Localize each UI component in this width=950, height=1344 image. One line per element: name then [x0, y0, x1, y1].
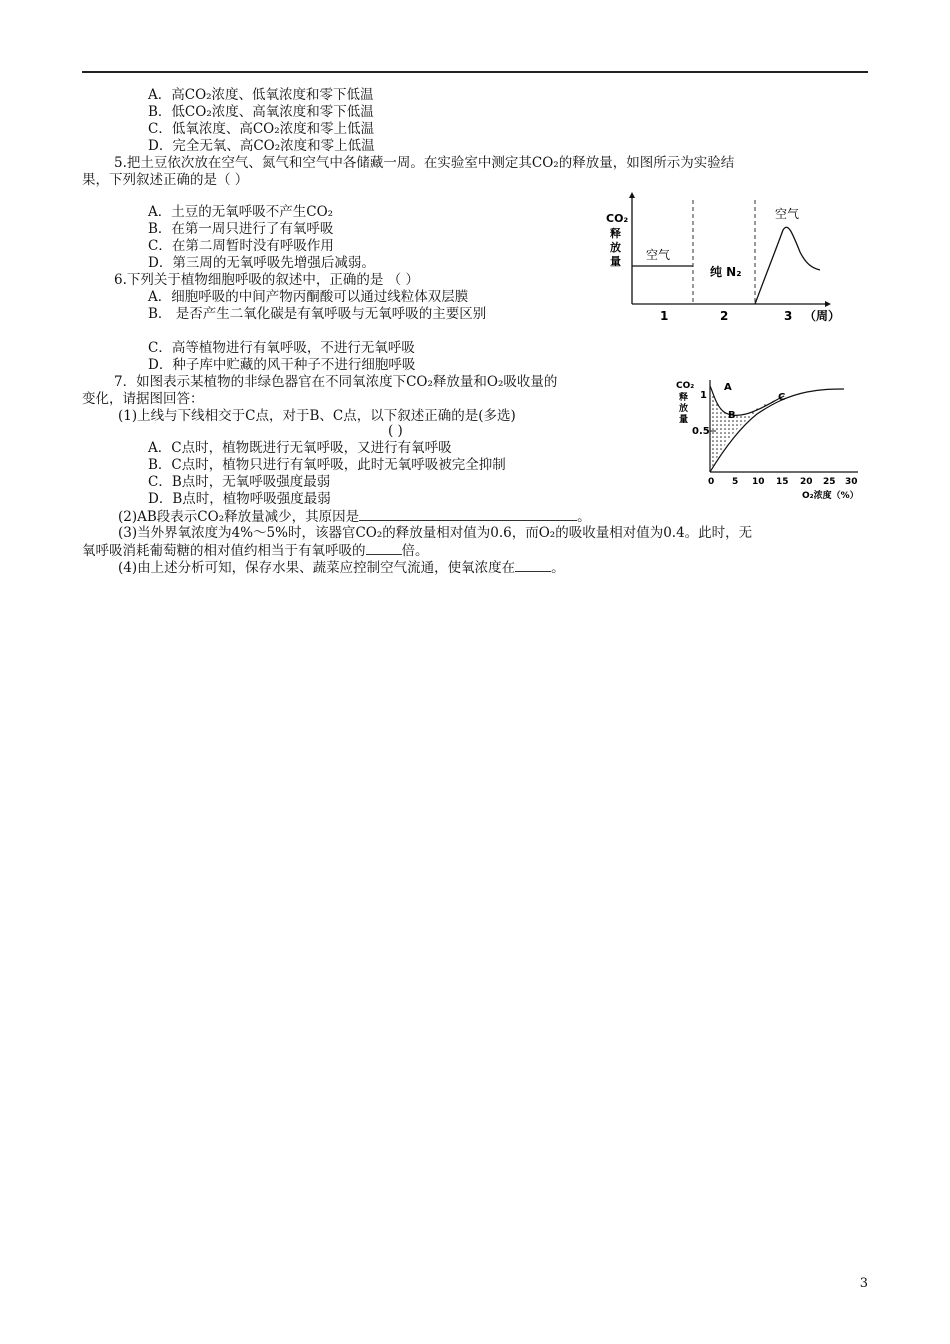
q5-region-label-3: 空气: [775, 207, 800, 221]
q7-stem-line1: 7．如图表示某植物的非绿色器官在不同氧浓度下CO₂释放量和O₂吸收量的: [114, 374, 558, 390]
q5-x-tick-2: 2: [720, 309, 729, 323]
q7-sub3-text: 氧呼吸消耗葡萄糖的相对值约相当于有氧呼吸的: [82, 543, 366, 559]
q7-x-tick-5: 5: [732, 477, 739, 487]
q7-y-tick-1: 1: [700, 390, 707, 401]
q7-stem-line2: 变化，请据图回答：: [82, 391, 204, 407]
q7-option-d: D．B点时，植物呼吸强度最弱: [148, 491, 331, 507]
q5-ylabel-2: 放: [610, 241, 621, 254]
q7-sub2: [118, 508, 591, 526]
q7-shaded-area: [710, 386, 787, 472]
q7-option-b: B．C点时，植物只进行有氧呼吸，此时无氧呼吸被完全抑制: [148, 457, 506, 473]
q7-sub4-blank[interactable]: [515, 559, 551, 572]
prev-option-d: D．完全无氧、高CO₂浓度和零上低温: [148, 138, 375, 154]
q5-week3-curve: [755, 227, 820, 304]
prev-option-a: A．高CO₂浓度、低氧浓度和零下低温: [148, 87, 374, 103]
q7-sub4-end: 。: [551, 560, 565, 576]
q7-x-tick-10: 10: [752, 477, 765, 487]
q6-option-a: A．细胞呼吸的中间产物丙酮酸可以通过线粒体双层膜: [148, 289, 469, 305]
q5-x-arrow: [825, 301, 831, 307]
q5-x-unit: （周）: [804, 309, 841, 323]
page-number: 3: [859, 1276, 868, 1291]
q7-sub3-end: 倍。: [401, 543, 429, 559]
q6-option-c: C．高等植物进行有氧呼吸，不进行无氧呼吸: [148, 340, 415, 356]
q5-option-d: D．第三周的无氧呼吸先增强后减弱。: [148, 255, 375, 271]
q7-ylabel-3: 量: [679, 415, 689, 425]
q7-sub3-line2: [82, 542, 429, 560]
prev-option-b: B．低CO₂浓度、高氧浓度和零下低温: [148, 104, 374, 120]
q6-stem: 6.下列关于植物细胞呼吸的叙述中，正确的是 （ ）: [114, 272, 419, 288]
q7-point-b: B: [728, 410, 736, 421]
q7-sub2-end: 。: [577, 509, 591, 525]
q7-xlabel: O₂浓度（%）: [802, 491, 859, 501]
q5-x-tick-3: 3: [784, 309, 793, 323]
q7-x-tick-15: 15: [776, 477, 789, 487]
q7-x-tick-20: 20: [800, 477, 813, 487]
q7-sub2-text: (2)AB段表示CO₂释放量减少，其原因是: [118, 509, 360, 525]
q5-stem-line1: 5.把土豆依次放在空气、氮气和空气中各储藏一周。在实验室中测定其CO₂的释放量，如图所示为实验结: [114, 155, 735, 171]
q7-option-c: C．B点时，无氧呼吸强度最弱: [148, 474, 331, 490]
q7-figure: [672, 376, 868, 502]
q7-y-tick-05: 0.5: [692, 426, 710, 437]
q5-option-c: C．在第二周暂时没有呼吸作用: [148, 238, 334, 254]
q7-sub2-blank[interactable]: [359, 508, 577, 521]
q5-x-tick-1: 1: [660, 309, 669, 323]
q7-point-c: C: [778, 392, 786, 403]
header-rule: [82, 71, 868, 73]
q5-region-label-2: 纯 N₂: [710, 265, 742, 279]
prev-option-c: C．低氧浓度、高CO₂浓度和零上低温: [148, 121, 375, 137]
q7-ylabel-2: 放: [679, 404, 689, 414]
q7-x-tick-25: 25: [823, 477, 836, 487]
q6-option-d: D．种子库中贮藏的风干种子不进行细胞呼吸: [148, 357, 416, 373]
q5-region-label-1: 空气: [646, 248, 671, 262]
q5-option-a: A．土豆的无氧呼吸不产生CO₂: [148, 204, 334, 220]
q7-sub4: [118, 559, 565, 577]
q7-sub3-line1: (3)当外界氧浓度为4%～5%时，该器官CO₂的释放量相对值为0.6，而O₂的吸收量相对值为0.4。此时，无: [118, 525, 753, 541]
q5-ylabel-1: 释: [610, 227, 621, 240]
q7-sub4-text: (4)由上述分析可知，保存水果、蔬菜应控制空气流通，使氧浓度在: [118, 560, 516, 576]
q5-y-arrow: [629, 192, 635, 198]
q7-sub3-blank[interactable]: [366, 542, 402, 555]
q7-x-tick-30: 30: [845, 477, 858, 487]
q7-ylabel-0: CO₂: [676, 381, 695, 391]
q5-stem-line2: 果，下列叙述正确的是（ ）: [82, 172, 249, 188]
q7-sub1-paren: ( ): [388, 423, 403, 439]
q7-option-a: A．C点时，植物既进行无氧呼吸，又进行有氧呼吸: [148, 440, 452, 456]
q5-ylabel-0: CO₂: [606, 212, 629, 225]
q7-point-a: A: [724, 382, 732, 393]
q6-option-b: B． 是否产生二氧化碳是有氧呼吸与无氧呼吸的主要区别: [148, 306, 487, 322]
q7-ylabel-1: 释: [679, 393, 689, 403]
q5-ylabel-3: 量: [610, 255, 621, 268]
q7-x-tick-0: 0: [708, 477, 715, 487]
q7-sub1: (1)上线与下线相交于C点，对于B、C点，以下叙述正确的是(多选): [118, 408, 516, 424]
q5-option-b: B．在第一周只进行了有氧呼吸: [148, 221, 334, 237]
q5-figure: [600, 192, 860, 332]
